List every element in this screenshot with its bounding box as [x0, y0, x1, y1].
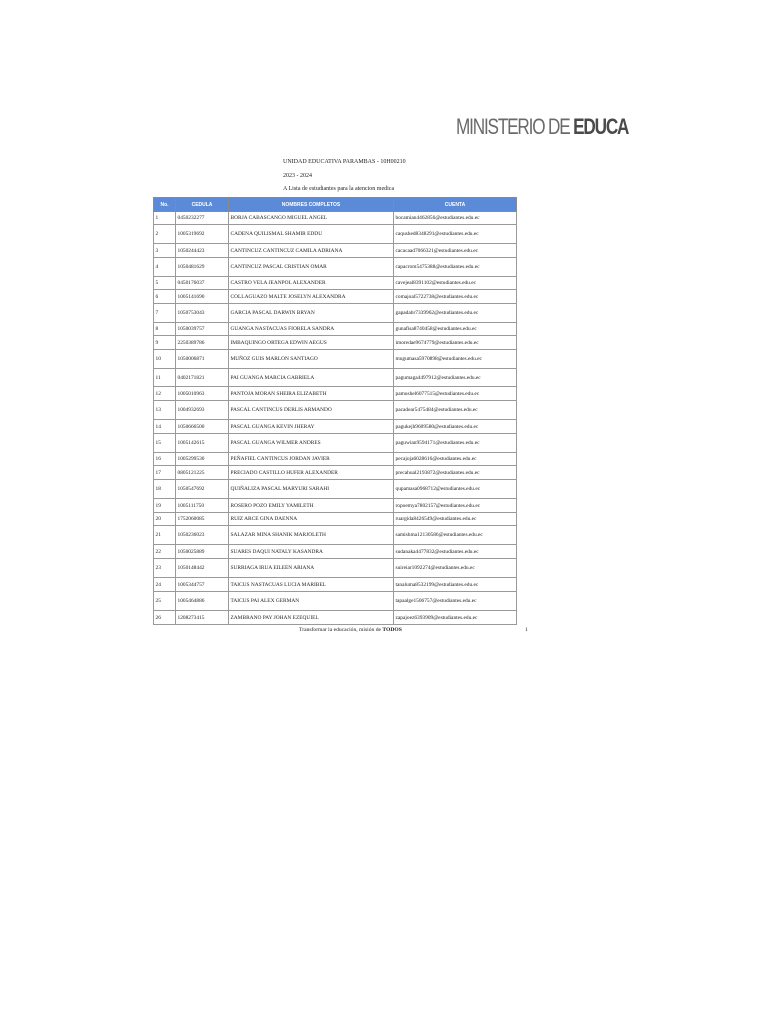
cell-cuenta: samishma12130586@estudiantes.edu.ec [394, 526, 517, 545]
cell-cedula: 1050148442 [176, 559, 229, 578]
cell-cedula: 1050244423 [176, 244, 229, 258]
cell-cuenta: bocamian4462856@estudiantes.edu.ec [394, 212, 517, 225]
cell-nombres: CANTINCUZ PASCAL CRISTIAN OMAR [229, 258, 394, 277]
cell-cuenta: cacacaad7066321@estudiantes.edu.ec [394, 244, 517, 258]
table-row [154, 304, 517, 323]
cell-no: 11 [154, 369, 176, 387]
cell-no: 10 [154, 350, 176, 369]
table-row [154, 244, 517, 258]
cell-cedula: 0402171821 [176, 369, 229, 387]
cell-cedula: 1050025889 [176, 545, 229, 559]
cell-nombres: PASCAL CANTINCUS DERLIS ARMANDO [229, 401, 394, 420]
cell-nombres: ZAMBRANO PAY JOHAN EZEQUIEL [229, 611, 394, 625]
table-row [154, 336, 517, 350]
cell-cuenta: tapaalge1506757@estudiantes.edu.ec [394, 592, 517, 611]
cell-no: 14 [154, 420, 176, 434]
cell-cedula: 0450176037 [176, 277, 229, 290]
col-header-nombres: NOMBRES COMPLETOS [229, 198, 394, 212]
footer-slogan-bold: TODOS [382, 627, 402, 633]
table-row [154, 369, 517, 387]
table-row [154, 212, 517, 225]
cell-cuenta: caqushed8348291@estudiantes.edu.ec [394, 225, 517, 244]
cell-nombres: PAI GUANGA MARCIA GABRIELA [229, 369, 394, 387]
cell-nombres: SURRIAGA IRUA EILEEN ARIANA [229, 559, 394, 578]
table-row [154, 420, 517, 434]
cell-cuenta: capacrom5475388@estudiantes.edu.ec [394, 258, 517, 277]
cell-nombres: CADENA QUILISMAL SHAMIR EDDU [229, 225, 394, 244]
cell-cedula: 1005142615 [176, 434, 229, 453]
cell-no: 17 [154, 466, 176, 480]
ministry-logo [456, 112, 629, 142]
table-row [154, 480, 517, 499]
cell-no: 19 [154, 499, 176, 513]
cell-cedula: 1005299530 [176, 453, 229, 466]
cell-cuenta: pagumaga4497912@estudiantes.edu.ec [394, 369, 517, 387]
cell-no: 2 [154, 225, 176, 244]
cell-cedula: 1005319692 [176, 225, 229, 244]
logo-text-bold: EDUCA [573, 114, 629, 139]
cell-nombres: GARCIA PASCAL DARWIN BRYAN [229, 304, 394, 323]
cell-cuenta: gapadabr7339962@estudiantes.edu.ec [394, 304, 517, 323]
cell-nombres: SUARES DAQUI NATALY KASANDRA [229, 545, 394, 559]
cell-nombres: PASCAL GUANGA WILMER ANDRES [229, 434, 394, 453]
cell-cedula: 2250389786 [176, 336, 229, 350]
cell-nombres: PANTOJA MORAN SHEIRA ELIZABETH [229, 387, 394, 401]
student-table [153, 197, 517, 625]
cell-cuenta: zapajoez6393909@estudiantes.edu.ec [394, 611, 517, 625]
cell-nombres: MUÑOZ GUIS MARLON SANTIAGO [229, 350, 394, 369]
cell-no: 23 [154, 559, 176, 578]
cell-nombres: RUIZ ARCE GINA DAENNA [229, 513, 394, 526]
cell-no: 12 [154, 387, 176, 401]
cell-nombres: PRECIADO CASTILLO HUFER ALEXANDER [229, 466, 394, 480]
cell-cedula: 1208273415 [176, 611, 229, 625]
cell-cedula: 1752060085 [176, 513, 229, 526]
cell-cuenta: pamoshel6077515@estudiantes.edu.ec [394, 387, 517, 401]
table-row [154, 592, 517, 611]
table-row [154, 290, 517, 304]
table-row [154, 466, 517, 480]
cell-nombres: ROSERO POZO EMILY YAMILETH [229, 499, 394, 513]
col-header-cuenta: CUENTA [394, 198, 517, 212]
cell-cuenta: pacadear5475484@estudiantes.edu.ec [394, 401, 517, 420]
cell-cuenta: tanaluma8532199@estudiantes.edu.ec [394, 578, 517, 592]
cell-no: 4 [154, 258, 176, 277]
cell-cuenta: mugumasa5970898@estudiantes.edu.ec [394, 350, 517, 369]
cell-cedula: 1004932693 [176, 401, 229, 420]
cell-cedula: 0450232277 [176, 212, 229, 225]
cell-nombres: SALAZAR MINA SHANIK MARJOLETH [229, 526, 394, 545]
cell-cedula: 1050666500 [176, 420, 229, 434]
cell-nombres: TAICUS PAI ALEX GERMAN [229, 592, 394, 611]
col-header-no: No. [154, 198, 176, 212]
cell-no: 15 [154, 434, 176, 453]
cell-cedula: 1005344757 [176, 578, 229, 592]
table-row [154, 258, 517, 277]
table-row [154, 277, 517, 290]
cell-no: 9 [154, 336, 176, 350]
school-year: 2023 - 2024 [283, 173, 312, 179]
logo-text-regular: MINISTERIO DE [456, 114, 574, 139]
cell-nombres: BORJA CABASCANGO MIGUEL ANGEL [229, 212, 394, 225]
col-header-cedula: CEDULA [176, 198, 229, 212]
table-row [154, 526, 517, 545]
cell-no: 5 [154, 277, 176, 290]
cell-cedula: 1005464886 [176, 592, 229, 611]
cell-cedula: 1050753043 [176, 304, 229, 323]
cell-nombres: QUIÑALIZA PASCAL MARYURI SARAHI [229, 480, 394, 499]
cell-nombres: PASCAL GUANGA KEVIN JHERAY [229, 420, 394, 434]
table-row [154, 453, 517, 466]
cell-cuenta: qupamasa0968712@estudiantes.edu.ec [394, 480, 517, 499]
table-header-row [154, 198, 517, 212]
cell-cuenta: sudanaka4477832@estudiantes.edu.ec [394, 545, 517, 559]
cell-nombres: GUANGA NASTACUAS FIORELA SANDRA [229, 323, 394, 336]
cell-no: 7 [154, 304, 176, 323]
table-row [154, 499, 517, 513]
page-number: 1 [525, 627, 528, 633]
table-row [154, 387, 517, 401]
cell-cuenta: imoredae9674779@estudiantes.edu.ec [394, 336, 517, 350]
table-row [154, 513, 517, 526]
cell-nombres: CANTINCUZ CANTINCUZ CAMILA ADRIANA [229, 244, 394, 258]
cell-nombres: TAICUS NASTACUAS LUCIA MARIBEL [229, 578, 394, 592]
cell-nombres: IMBAQUINGO ORTEGA EDWIN AEGUS [229, 336, 394, 350]
cell-no: 26 [154, 611, 176, 625]
table-row [154, 434, 517, 453]
cell-cuenta: gunafisa8740458@estudiantes.edu.ec [394, 323, 517, 336]
table-row [154, 401, 517, 420]
table-body [154, 212, 517, 625]
cell-no: 1 [154, 212, 176, 225]
cell-cuenta: ruargida8426549@estudiantes.edu.ec [394, 513, 517, 526]
cell-cedula: 1050039757 [176, 323, 229, 336]
table-row [154, 559, 517, 578]
cell-no: 24 [154, 578, 176, 592]
cell-cuenta: precahual2193872@estudiantes.edu.ec [394, 466, 517, 480]
cell-no: 6 [154, 290, 176, 304]
table-row [154, 578, 517, 592]
cell-cuenta: ropoemya7802157@estudiantes.edu.ec [394, 499, 517, 513]
cell-no: 25 [154, 592, 176, 611]
table-row [154, 225, 517, 244]
cell-cedula: 1005141690 [176, 290, 229, 304]
cell-no: 20 [154, 513, 176, 526]
cell-cuenta: comajoal5722738@estudiantes.edu.ec [394, 290, 517, 304]
cell-nombres: PEÑAFIEL CANTINCUS JORDAN JAVIER [229, 453, 394, 466]
cell-cuenta: paguwian9594171@estudiantes.edu.ec [394, 434, 517, 453]
institution-name: UNIDAD EDUCATIVA PARAMBAS - 10H00210 [283, 159, 406, 165]
cell-no: 21 [154, 526, 176, 545]
cell-cuenta: pagukejh9609580@estudiantes.edu.ec [394, 420, 517, 434]
cell-cedula: 0805121225 [176, 466, 229, 480]
table-row [154, 350, 517, 369]
cell-no: 16 [154, 453, 176, 466]
cell-no: 18 [154, 480, 176, 499]
table-row [154, 323, 517, 336]
cell-cedula: 1005111750 [176, 499, 229, 513]
cell-no: 13 [154, 401, 176, 420]
footer-slogan-text: Transformar la educación, misión de [299, 627, 383, 633]
cell-cedula: 1050006871 [176, 350, 229, 369]
cell-cuenta: suireiar1092274@estudiantes.edu.ec [394, 559, 517, 578]
cell-nombres: COLLAGUAZO MALTE JOSELYN ALEXANDRA [229, 290, 394, 304]
cell-cuenta: pecajoja6028616@estudiantes.edu.ec [394, 453, 517, 466]
cell-cedula: 1005010963 [176, 387, 229, 401]
cell-cedula: 1050547692 [176, 480, 229, 499]
cell-nombres: CASTRO VELA JEANPOL ALEXANDER [229, 277, 394, 290]
table-row [154, 545, 517, 559]
cell-cuenta: cavejeal8391102@estudiantes.edu.ec [394, 277, 517, 290]
table-row [154, 611, 517, 625]
cell-no: 22 [154, 545, 176, 559]
cell-cedula: 1050481629 [176, 258, 229, 277]
cell-cedula: 1050236023 [176, 526, 229, 545]
footer-slogan [299, 627, 402, 633]
list-subtitle: A Lista de estudiantes para la atencion medica [283, 186, 395, 192]
cell-no: 8 [154, 323, 176, 336]
cell-no: 3 [154, 244, 176, 258]
